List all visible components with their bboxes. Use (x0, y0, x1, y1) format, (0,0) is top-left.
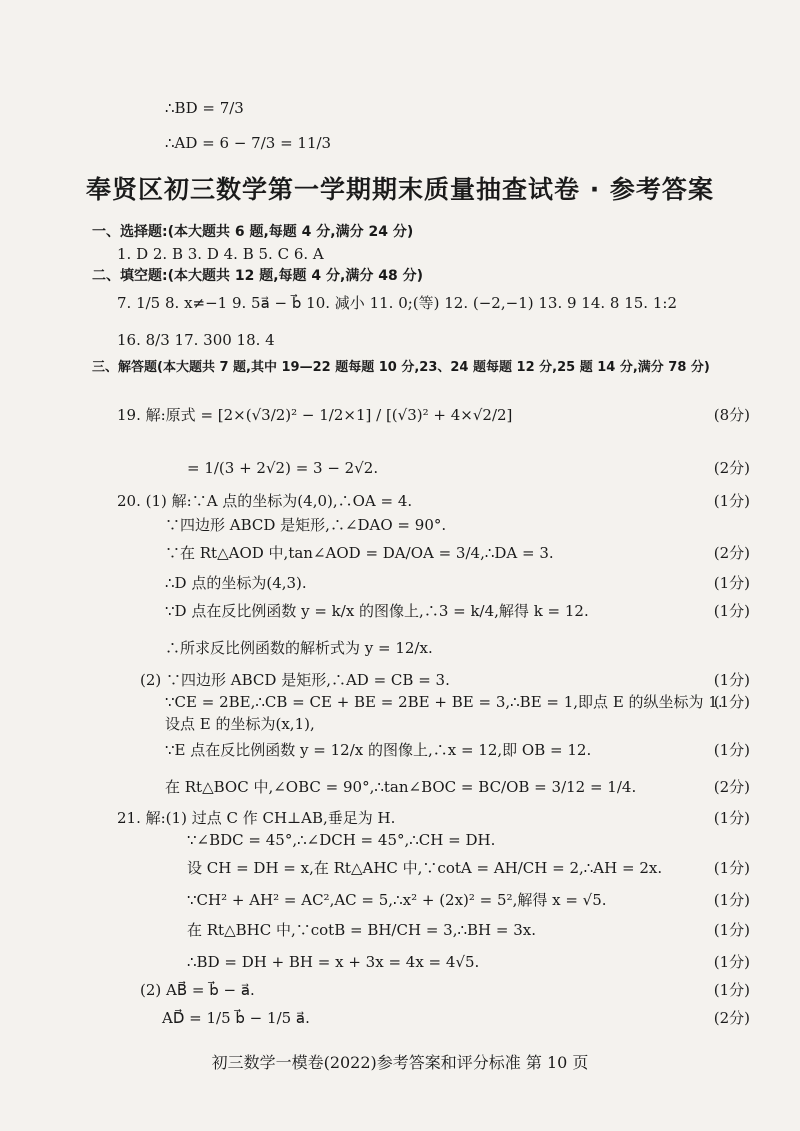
q19-score-2: (2分) (713, 459, 750, 477)
ad-result: ∴AD = 6 − 7/3 = 11/3 (165, 134, 332, 152)
q21-line-3: 设 CH = DH = x,在 Rt△AHC 中,∵cotA = AH/CH = 2,∴AH = 2x. (187, 859, 663, 877)
q20-line-11: 在 Rt△BOC 中,∠OBC = 90°,∴tan∠BOC = BC/OB = 3/12 = 1/4. (165, 778, 637, 796)
q20-score-5: (1分) (713, 602, 750, 620)
q21-score-7: (1分) (713, 981, 750, 999)
section-1-answers: 1. D 2. B 3. D 4. B 5. C 6. A (117, 245, 324, 263)
bd-result: ∴BD = 7/3 (165, 99, 244, 117)
q21-line-4: ∵CH² + AH² = AC²,AC = 5,∴x² + (2x)² = 5²,解得 x = √5. (187, 891, 607, 909)
q20-line-6: ∴所求反比例函数的解析式为 y = 12/x. (165, 639, 433, 657)
q20-line-10: ∵E 点在反比例函数 y = 12/x 的图像上,∴x = 12,即 OB = 12. (165, 741, 592, 759)
q21-score-8: (2分) (713, 1009, 750, 1027)
page-footer: 初三数学一模卷(2022)参考答案和评分标准 第 10 页 (211, 1053, 589, 1072)
q20-score-1: (1分) (713, 492, 750, 510)
q21-line-6: ∴BD = DH + BH = x + 3x = 4x = 4√5. (187, 953, 480, 971)
q19-score-1: (8分) (713, 406, 750, 424)
page-title: 奉贤区初三数学第一学期期末质量抽查试卷 · 参考答案 (86, 175, 714, 204)
q21-score-4: (1分) (713, 891, 750, 909)
q20-line-7: (2) ∵四边形 ABCD 是矩形,∴AD = CB = 3. (140, 671, 450, 689)
section-2-answers-row-1: 7. 1/5 8. x≠−1 9. 5a⃗ − b⃗ 10. 减小 11. 0;(等) 12. (−2,−1) 13. 9 14. 8 15. 1:2 (117, 294, 677, 312)
q21-line-7: (2) AB⃗ = b⃗ − a⃗. (140, 981, 255, 999)
q20-line-3: ∵在 Rt△AOD 中,tan∠AOD = DA/OA = 3/4,∴DA = 3. (165, 544, 554, 562)
q21-line-2: ∵∠BDC = 45°,∴∠DCH = 45°,∴CH = DH. (187, 831, 496, 849)
section-2-header: 二、填空题:(本大题共 12 题,每题 4 分,满分 48 分) (92, 268, 423, 284)
q20-score-10: (1分) (713, 741, 750, 759)
q19-line-1: 19. 解:原式 = [2×(√3/2)² − 1/2×1] / [(√3)² + 4×√2/2] (117, 406, 513, 424)
section-3-header: 三、解答题(本大题共 7 题,其中 19—22 题每题 10 分,23、24 题每题 12 分,25 题 14 分,满分 78 分) (92, 360, 710, 375)
q20-line-1: 20. (1) 解:∵A 点的坐标为(4,0),∴OA = 4. (117, 492, 413, 510)
q21-score-1: (1分) (713, 809, 750, 827)
q21-line-5: 在 Rt△BHC 中,∵cotB = BH/CH = 3,∴BH = 3x. (187, 921, 536, 939)
section-1-header: 一、选择题:(本大题共 6 题,每题 4 分,满分 24 分) (92, 224, 414, 240)
q21-score-6: (1分) (713, 953, 750, 971)
q20-score-11: (2分) (713, 778, 750, 796)
q20-line-2: ∵四边形 ABCD 是矩形,∴∠DAO = 90°. (165, 516, 447, 534)
q20-score-4: (1分) (713, 574, 750, 592)
q20-score-7: (1分) (713, 671, 750, 689)
q21-score-3: (1分) (713, 859, 750, 877)
q20-line-4: ∴D 点的坐标为(4,3). (165, 574, 307, 592)
q20-line-9: 设点 E 的坐标为(x,1), (165, 715, 315, 733)
q21-line-1: 21. 解:(1) 过点 C 作 CH⊥AB,垂足为 H. (117, 809, 396, 827)
q21-line-8: AD⃗ = 1/5 b⃗ − 1/5 a⃗. (162, 1009, 310, 1027)
q20-line-5: ∵D 点在反比例函数 y = k/x 的图像上,∴3 = k/4,解得 k = 12. (165, 602, 589, 620)
q21-score-5: (1分) (713, 921, 750, 939)
q19-line-2: = 1/(3 + 2√2) = 3 − 2√2. (187, 459, 379, 477)
q20-score-8: (1分) (713, 693, 750, 711)
section-2-answers-row-2: 16. 8/3 17. 300 18. 4 (117, 331, 275, 349)
q20-score-3: (2分) (713, 544, 750, 562)
q20-line-8: ∵CE = 2BE,∴CB = CE + BE = 2BE + BE = 3,∴BE = 1,即点 E 的纵坐标为 1. (165, 693, 723, 711)
